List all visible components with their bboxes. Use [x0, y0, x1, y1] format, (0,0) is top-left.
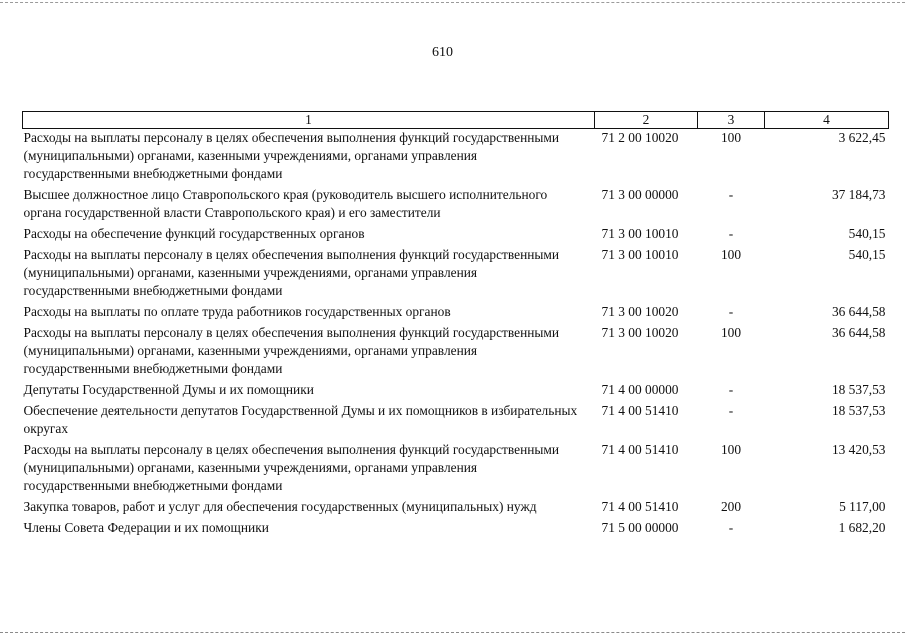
row-code: 71 4 00 51410 [601, 442, 679, 457]
table-header [23, 112, 889, 129]
row-amount: 1 682,20 [838, 520, 886, 535]
budget-table [22, 111, 889, 540]
row-amount: 540,15 [848, 247, 886, 262]
row-code: 71 3 00 00000 [601, 187, 679, 202]
row-amount: 5 117,00 [839, 499, 886, 514]
row-name: Обеспечение деятельности депутатов Государственной Думы и их помощников в избирательных округах [23, 403, 578, 436]
table-row [23, 225, 889, 246]
table-row [23, 129, 889, 187]
row-expense-type: 100 [720, 247, 742, 262]
row-expense-type: 200 [720, 499, 742, 514]
row-amount: 36 644,58 [831, 304, 886, 319]
row-code: 71 3 00 10020 [601, 325, 679, 340]
table-row [23, 324, 889, 381]
table-row [23, 186, 889, 225]
header-col-1: 1 [23, 112, 595, 129]
page-number: 610 [432, 45, 453, 60]
row-amount: 3 622,45 [838, 130, 886, 145]
row-expense-type: - [728, 187, 734, 202]
row-name: Расходы на выплаты персоналу в целях обеспечения выполнения функций государственными (муниципальными) органами, казенными учреждениями, органами управления государственными внебюджетными фондами [23, 442, 560, 493]
row-amount: 13 420,53 [831, 442, 886, 457]
row-expense-type: 100 [720, 130, 742, 145]
row-amount: 37 184,73 [831, 187, 886, 202]
row-name: Расходы на выплаты персоналу в целях обеспечения выполнения функций государственными (муниципальными) органами, казенными учреждениями, органами управления государственными внебюджетными фондами [23, 247, 560, 298]
row-code: 71 4 00 00000 [601, 382, 679, 397]
row-name: Расходы на выплаты по оплате труда работников государственных органов [23, 304, 451, 319]
row-expense-type: - [728, 226, 734, 241]
row-code: 71 4 00 51410 [601, 403, 679, 418]
table-row [23, 441, 889, 498]
scan-edge-bottom [0, 632, 905, 633]
row-expense-type: 100 [720, 442, 742, 457]
row-name: Расходы на выплаты персоналу в целях обеспечения выполнения функций государственными (муниципальными) органами, казенными учреждениями, органами управления государственными внебюджетными фондами [23, 325, 560, 376]
row-code: 71 3 00 10010 [601, 247, 679, 262]
table-row [23, 246, 889, 303]
table-row [23, 402, 889, 441]
row-expense-type: - [728, 520, 734, 535]
scan-edge-top [0, 2, 905, 3]
row-code: 71 2 00 10020 [601, 130, 679, 145]
table-row [23, 519, 889, 540]
table-row [23, 498, 889, 519]
row-amount: 540,15 [848, 226, 886, 241]
row-expense-type: - [728, 403, 734, 418]
row-expense-type: - [728, 382, 734, 397]
row-code: 71 5 00 00000 [601, 520, 679, 535]
row-code: 71 3 00 10020 [601, 304, 679, 319]
row-expense-type: 100 [720, 325, 742, 340]
row-name: Расходы на обеспечение функций государственных органов [23, 226, 365, 241]
header-col-4: 4 [765, 112, 889, 129]
row-name: Депутаты Государственной Думы и их помощники [23, 382, 314, 397]
row-name: Расходы на выплаты персоналу в целях обеспечения выполнения функций государственными (муниципальными) органами, казенными учреждениями, органами управления государственными внебюджетными фондами [23, 130, 560, 181]
header-col-2: 2 [595, 112, 698, 129]
row-amount: 18 537,53 [831, 382, 886, 397]
row-code: 71 4 00 51410 [601, 499, 679, 514]
row-amount: 36 644,58 [831, 325, 886, 340]
row-name: Высшее должностное лицо Ставропольского края (руководитель высшего исполнительного органа государственной власти Ставропольского края) и его заместители [23, 187, 548, 220]
row-expense-type: - [728, 304, 734, 319]
table-row [23, 381, 889, 402]
header-row [23, 112, 889, 129]
row-name: Закупка товаров, работ и услуг для обеспечения государственных (муниципальных) нужд [23, 499, 537, 514]
header-col-3: 3 [698, 112, 765, 129]
row-code: 71 3 00 10010 [601, 226, 679, 241]
table-body [23, 129, 889, 541]
row-name: Члены Совета Федерации и их помощники [23, 520, 269, 535]
row-amount: 18 537,53 [831, 403, 886, 418]
table-row [23, 303, 889, 324]
